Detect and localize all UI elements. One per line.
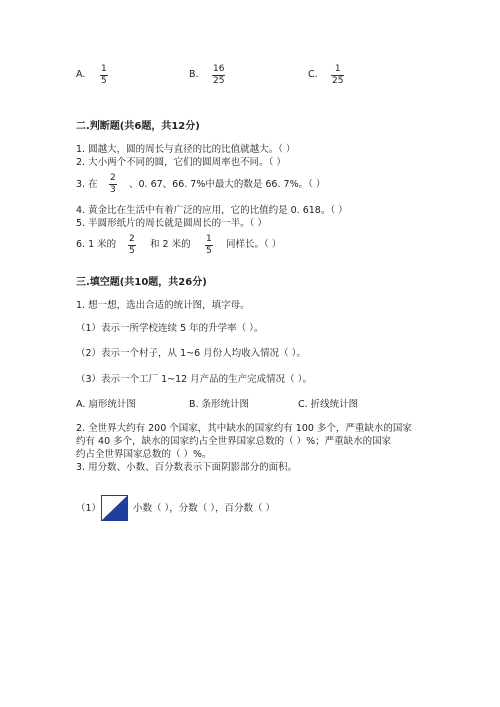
section3-q1-sub1: （1）表示一所学校连续 5 年的升学率（ ）。 — [76, 323, 264, 334]
section2-q1: 1. 圆越大，圆的周长与直径的比的比值就越大。（ ） — [76, 144, 296, 155]
option-b-letter: B. — [189, 69, 199, 80]
shaded-square-figure — [101, 495, 128, 521]
section3-q3-item-label: （1） — [76, 503, 102, 514]
option-c-numerator: 1 — [334, 64, 341, 74]
section2-q6-suffix: 同样长。（ ） — [226, 239, 282, 250]
section2-title: 二.判断题(共6题，共12分) — [76, 121, 200, 132]
section3-q3-answer: 小数（ ），分数（ ），百分数（ ） — [133, 503, 276, 514]
section3-q3: 3. 用分数、小数、百分数表示下面阴影部分的面积。 — [76, 462, 298, 473]
section2-q6-denominator-2: 5 — [206, 246, 212, 256]
section2-q3-denominator: 3 — [110, 185, 116, 195]
section2-q6-denominator-1: 5 — [129, 246, 135, 256]
section3-choice-a: A. 扇形统计图 — [76, 399, 136, 410]
section3-q2-line1: 2. 全世界大约有 200 个国家，其中缺水的国家约有 100 多个，严重缺水的国家 — [76, 423, 412, 434]
section2-q2: 2. 大小两个不同的圆，它们的圆周率也不同。（ ） — [76, 157, 286, 168]
option-a-numerator: 1 — [101, 64, 107, 74]
section2-q6-prefix: 6. 1 米的 — [76, 239, 117, 250]
section3-q1: 1. 想一想，选出合适的统计图，填字母。 — [76, 300, 250, 311]
section3-title: 三.填空题(共10题，共26分) — [76, 277, 207, 288]
section2-q6-fraction-2 — [205, 235, 213, 256]
section2-q5: 5. 半圆形纸片的周长就是圆周长的一半。（ ） — [76, 218, 267, 229]
section2-q3-numerator: 2 — [110, 173, 116, 183]
section3-choice-b: B. 条形统计图 — [189, 399, 250, 410]
section3-choice-c: C. 折线统计图 — [298, 399, 359, 410]
option-b-fraction — [212, 65, 225, 86]
section3-q1-sub2: （2）表示一个村子，从 1~6 月份人均收入情况（ ）。 — [76, 348, 306, 359]
section2-q6-middle: 和 2 米的 — [150, 239, 191, 250]
section2-q3-fraction — [109, 174, 117, 195]
section3-q1-sub3: （3）表示一个工厂 1~12 月产品的生产完成情况（ ）。 — [76, 374, 312, 385]
section3-q2-line2: 约有 40 多个，缺水的国家约占全世界国家总数的（ ）%；严重缺水的国家 — [76, 436, 392, 447]
section2-q6-numerator-2: 1 — [206, 234, 212, 244]
section2-q3-prefix: 3. 在 — [76, 179, 98, 190]
option-a-letter: A. — [76, 69, 86, 80]
option-c-fraction — [331, 65, 344, 86]
option-b-numerator: 16 — [213, 64, 225, 74]
section2-q3-suffix: 、0. 67、66. 7%中最大的数是 66. 7%。（ ） — [129, 179, 326, 190]
option-a-fraction — [100, 65, 108, 86]
section2-q6-numerator-1: 2 — [129, 234, 135, 244]
option-b-denominator: 25 — [213, 76, 225, 86]
option-c-letter: C. — [308, 69, 318, 80]
section2-q6-fraction-1 — [128, 235, 136, 256]
section2-q4: 4. 黄金比在生活中有着广泛的应用，它的比值约是 0. 618。（ ） — [76, 205, 348, 216]
option-c-denominator: 25 — [332, 76, 344, 86]
section3-q2-line3: 约占全世界国家总数的（ ）%。 — [76, 449, 212, 460]
option-a-denominator: 5 — [101, 76, 107, 86]
